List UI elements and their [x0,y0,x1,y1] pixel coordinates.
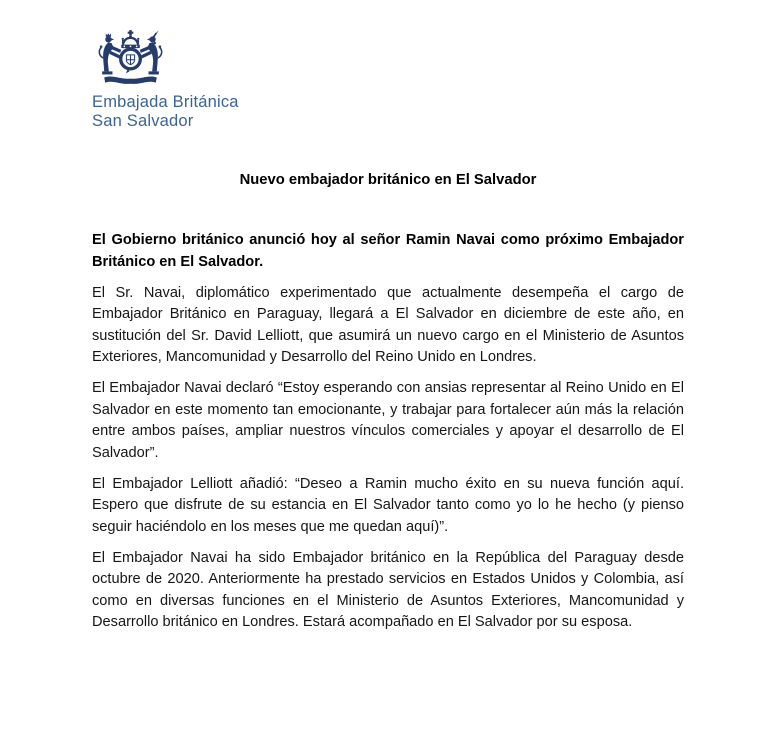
document-title: Nuevo embajador británico en El Salvador [239,172,537,188]
lead-paragraph: El Gobierno británico anunció hoy al señor Ramin Navai como próximo Embajador Británico en El Salvador. [92,232,684,270]
embassy-name-line1: Embajada Británica [92,93,239,111]
embassy-name [92,93,239,130]
body-paragraph-1: El Sr. Navai, diplomático experimentado que actualmente desempeña el cargo de Embajador Británico en Paraguay, llegará a El Salvador en diciembre de este año, en sustitución del Sr. David Lelliott, que asumirá un nuevo cargo en el Ministerio de Asuntos Exteriores, Mancomunidad y Desarrollo del Reino Unido en Londres. [92,284,684,365]
body-paragraph-2: El Embajador Navai declaró “Estoy esperando con ansias representar al Reino Unido en El Salvador en este momento tan emocionante, y trabajar para fortalecer aún más la relación entre ambos países, ampliar nuestros vínculos comerciales y apoyar el desarrollo de El Salvador”. [92,380,684,461]
body-paragraph-3: El Embajador Lelliott añadió: “Deseo a Ramin mucho éxito en su nueva función aquí. Espero que disfrute de su estancia en El Salvador tanto como yo lo he hecho (y pienso seguir haciéndolo en los meses que me quedan aquí)”. [92,475,684,535]
document-body [92,230,684,643]
embassy-name-line2: San Salvador [92,111,194,130]
uk-royal-coat-of-arms-icon [97,29,164,89]
body-paragraph-4: El Embajador Navai ha sido Embajador británico en la República del Paraguay desde octubre de 2020. Anteriormente ha prestado servicios en Estados Unidos y Colombia, así como en diversas funciones en el Ministerio de Asuntos Exteriores, Mancomunidad y Desarrollo británico en Londres. Estará acompañado en El Salvador por su esposa. [92,549,684,630]
coat-of-arms-shapes [99,30,161,84]
